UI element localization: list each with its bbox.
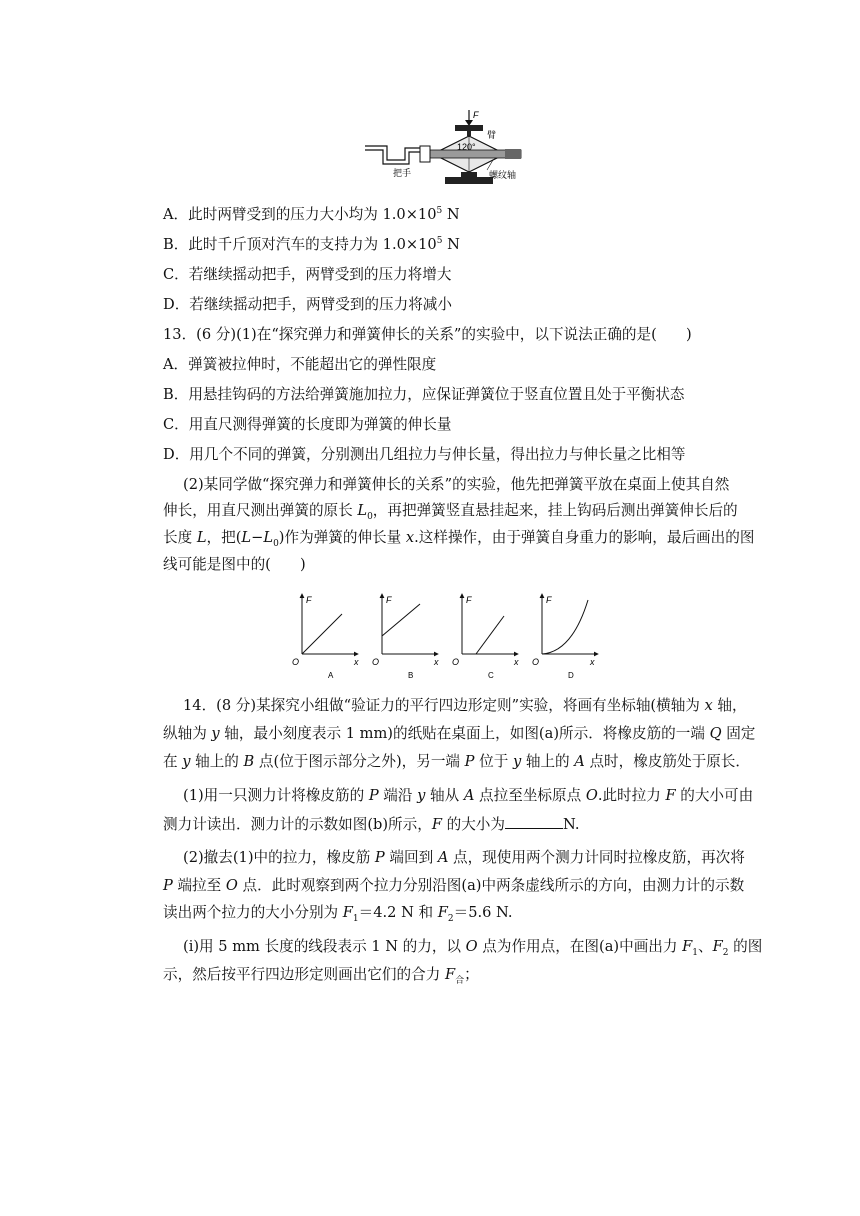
- graph-c-label: C: [488, 671, 494, 680]
- q12-option-a: A．此时两臂受到的压力大小均为 $1.0\times 10^5$ N: [163, 206, 460, 223]
- graph-d-label: D: [568, 671, 574, 680]
- q14-part2-line2: P 端拉至 O 点．此时观察到两个拉力分别沿图(a)中两条虚线所示的方向，由测力计的示数: [163, 877, 745, 894]
- graph-c: [452, 594, 519, 680]
- graph-b-axis-y: F: [386, 595, 392, 605]
- q13-graphs: [288, 592, 600, 680]
- q13-part2-line3: 长度 L，把$(L-L_0)$作为弹簧的伸长量 x.这样操作，由于弹簧自身重力的影响，最后画出的图: [163, 529, 755, 549]
- graph-a: [292, 594, 359, 680]
- q13-part2-line1: (2)某同学做“探究弹力和弹簧伸长的关系”的实验，他先把弹簧平放在桌面上使其自然: [183, 476, 730, 493]
- q13-part2-line2: 伸长，用直尺测出弹簧的原长 $L_0$，再把弹簧竖直悬挂起来，挂上钩码后测出弹簧伸长后的: [163, 502, 738, 522]
- q13-option-b: B．用悬挂钩码的方法给弹簧施加拉力，应保证弹簧位于竖直位置且处于平衡状态: [163, 386, 685, 403]
- graph-a-axis-x: x: [354, 657, 359, 667]
- graph-b-origin: O: [372, 657, 380, 667]
- graph-c-axis-y: F: [466, 595, 472, 605]
- answer-blank[interactable]: [505, 814, 563, 829]
- q13-part2-line4: 线可能是图中的( ): [163, 556, 306, 573]
- screw-label: 螺纹轴: [489, 170, 517, 180]
- force-label: F: [473, 110, 479, 120]
- q12-option-b: B．此时千斤顶对汽车的支持力为 $1.0\times 10^5$ N: [163, 236, 460, 253]
- graph-a-line: [302, 614, 342, 654]
- graph-a-origin: O: [292, 657, 300, 667]
- arm-label: 臂: [487, 130, 497, 140]
- q12-option-c: C．若继续摇动把手，两臂受到的压力将增大: [163, 266, 452, 283]
- angle-label: 120°: [457, 142, 476, 152]
- q14-line2: 纵轴为 y 轴，最小刻度表示 1 mm)的纸贴在桌面上，如图(a)所示．将橡皮筋的一端 Q 固定: [163, 725, 756, 742]
- graph-d-curve: [542, 600, 588, 654]
- q14-part2-line1: (2)撤去(1)中的拉力，橡皮筋 P 端回到 A 点，现使用两个测力计同时拉橡皮筋，再次将: [183, 849, 745, 866]
- q13-part1: 13．(6 分)(1)在“探究弹力和弹簧伸长的关系”的实验中，以下说法正确的是( ): [163, 326, 692, 343]
- q14-line3: 在 y 轴上的 B 点(位于图示部分之外)，另一端 P 位于 y 轴上的 A 点时，橡皮筋处于原长．: [163, 753, 750, 770]
- q13-option-c: C．用直尺测得弹簧的长度即为弹簧的伸长量: [163, 416, 452, 433]
- graph-a-axis-y: F: [306, 595, 312, 605]
- q12-option-d: D．若继续摇动把手，两臂受到的压力将减小: [163, 296, 452, 313]
- q13-option-a: A．弹簧被拉伸时，不能超出它的弹性限度: [163, 356, 437, 373]
- q14-part1-line1: (1)用一只测力计将橡皮筋的 P 端沿 y 轴从 A 点拉至坐标原点 O.此时拉力 F 的大小可由: [183, 787, 754, 804]
- graph-d: [532, 594, 598, 680]
- q14-part1-line2: 测力计读出．测力计的示数如图(b)所示，F 的大小为 N.: [163, 816, 580, 833]
- graph-a-label: A: [328, 671, 334, 680]
- handle-label: 把手: [393, 168, 412, 178]
- graph-d-axis-x: x: [590, 657, 595, 667]
- graph-b-line: [382, 604, 420, 636]
- q14-part-i-line1: (i)用 5 mm 长度的线段表示 1 N 的力，以 O 点为作用点，在图(a)中画出力 $F_1$、$F_2$ 的图: [183, 938, 763, 958]
- graph-c-axis-x: x: [514, 657, 519, 667]
- graph-b-axis-x: x: [434, 657, 439, 667]
- graph-b: [372, 594, 439, 680]
- graph-d-origin: O: [532, 657, 540, 667]
- q14-part2-line3: 读出两个拉力的大小分别为 $F_1=4.2$ N 和 $F_2=5.6$ N.: [163, 904, 513, 924]
- q13-option-d: D．用几个不同的弹簧，分别测出几组拉力与伸长量，得出拉力与伸长量之比相等: [163, 446, 686, 463]
- graph-b-label: B: [408, 671, 414, 680]
- jack-figure: [365, 108, 525, 188]
- graph-c-line: [476, 616, 504, 654]
- graph-d-axis-y: F: [546, 595, 552, 605]
- q14-line1: 14．(8 分)某探究小组做“验证力的平行四边形定则”实验，将画有坐标轴(横轴为 x 轴，: [183, 697, 747, 714]
- q14-part-i-line2: 示，然后按平行四边形定则画出它们的合力 $F_合$；: [163, 966, 479, 986]
- graph-c-origin: O: [452, 657, 460, 667]
